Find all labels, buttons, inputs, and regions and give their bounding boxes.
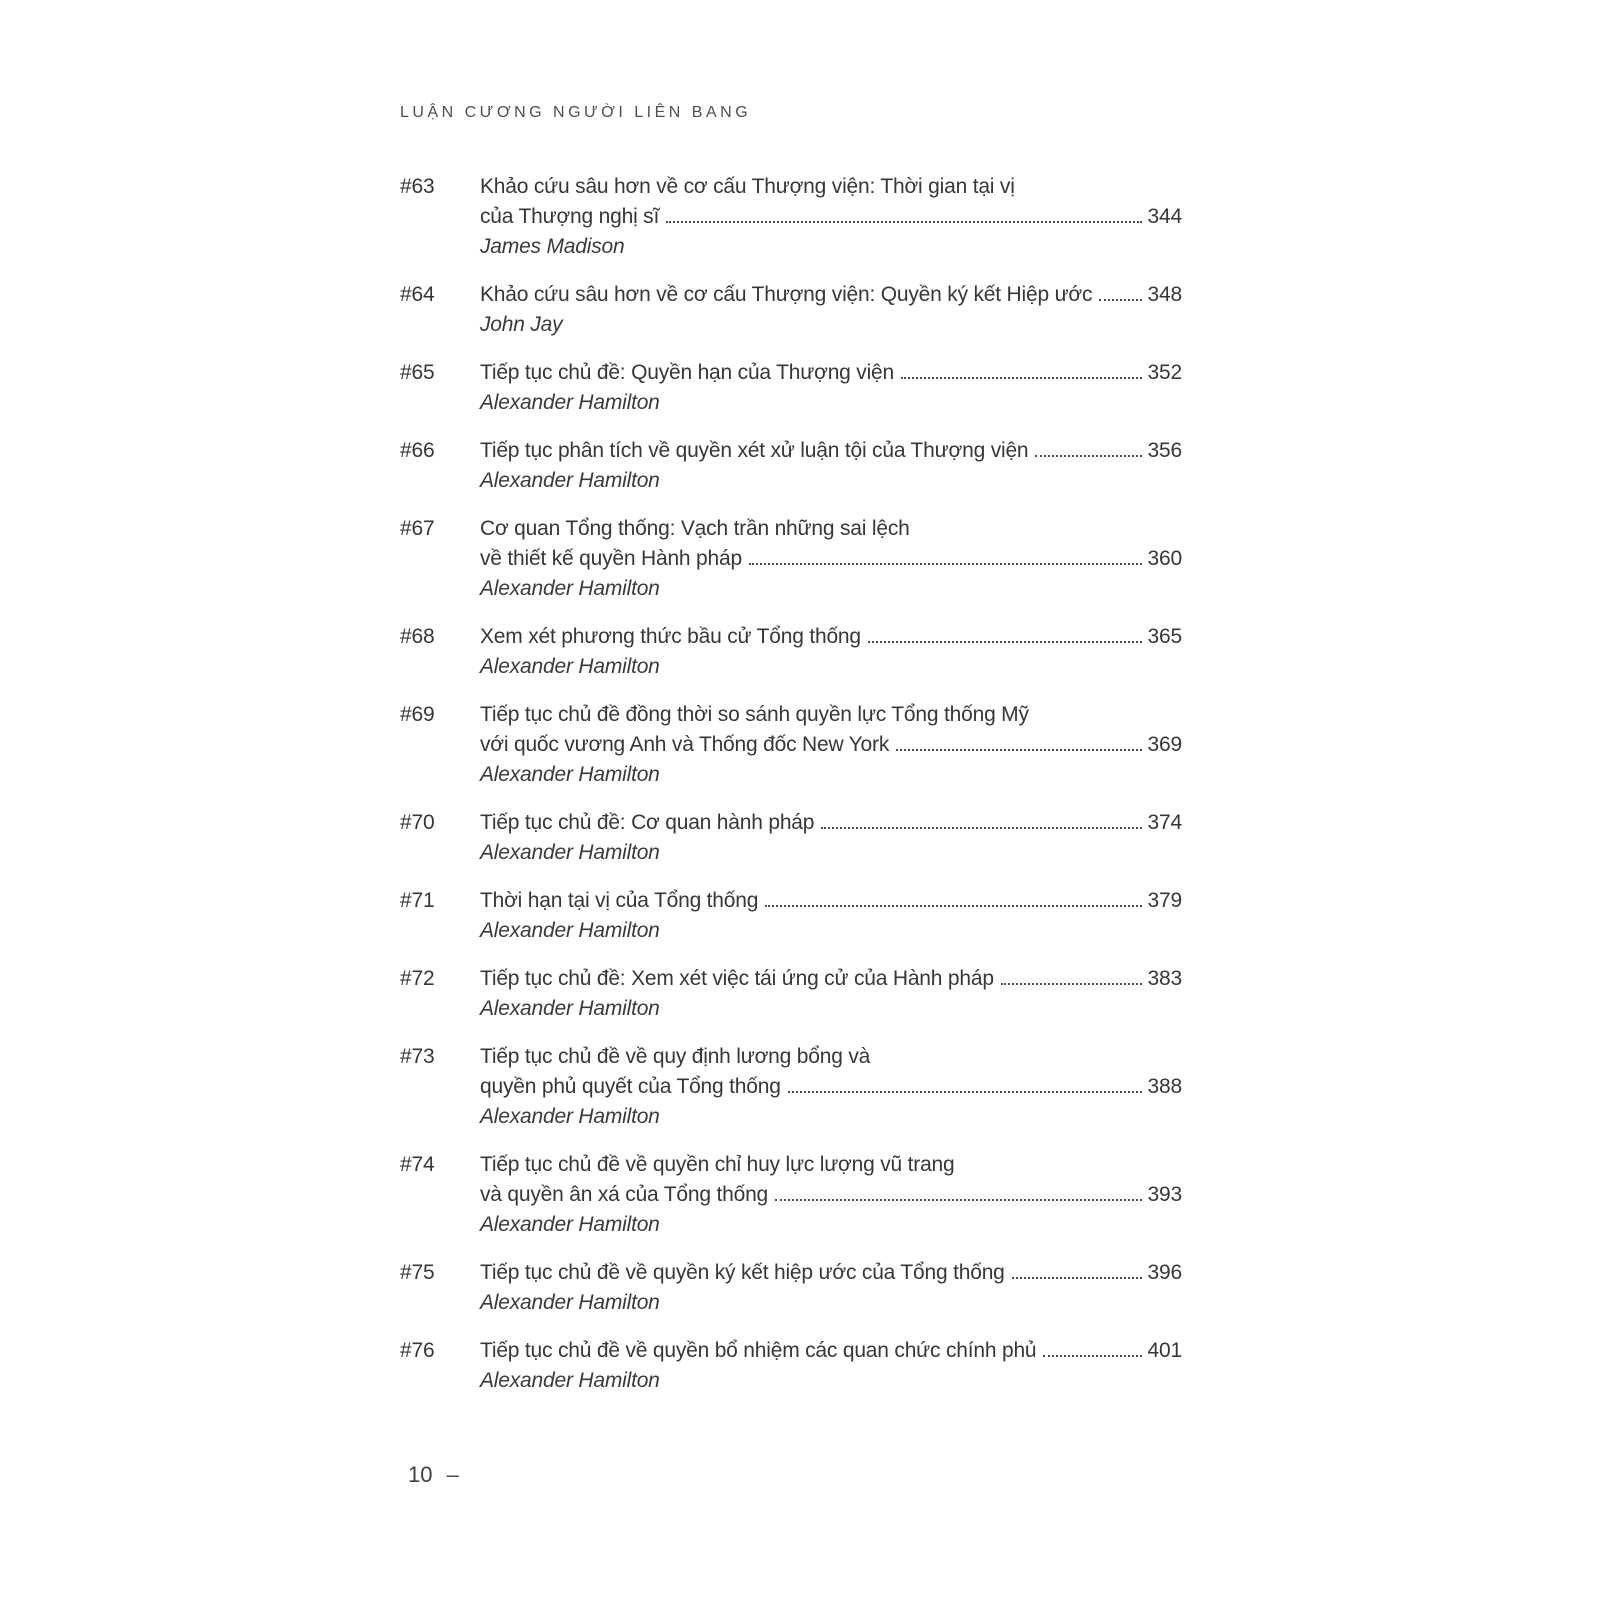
entry-title-line [480,1150,1182,1180]
entry-body [480,808,1182,868]
entry-title-line [480,1180,1182,1210]
entry-body [480,1150,1182,1240]
entry-title-line [480,280,1182,310]
entry-title-text: Tiếp tục chủ đề: Quyền hạn của Thượng viện [480,361,895,384]
entry-title-line [480,514,1182,544]
entry-title-text: Khảo cứu sâu hơn về cơ cấu Thượng viện: Quyền ký kết Hiệp ước [480,283,1093,306]
dot-leader [749,563,1142,565]
entry-body [480,1042,1182,1132]
entry-title-text: Xem xét phương thức bầu cử Tổng thống [480,625,861,648]
entry-title-text: Tiếp tục chủ đề: Cơ quan hành pháp [480,811,815,834]
toc-entry [400,808,1182,868]
entry-title-line [480,700,1182,730]
entry-author: Alexander Hamilton [480,841,660,864]
entry-title-line [480,622,1182,652]
entry-page-number: 401 [1147,1339,1182,1362]
dot-leader [765,905,1141,907]
dot-leader [896,749,1141,751]
toc-entry [400,886,1182,946]
toc-list [400,172,1182,1396]
dot-leader [1099,299,1141,301]
entry-title-text: của Thượng nghị sĩ [480,205,660,228]
page-footer [408,1462,459,1488]
entry-number: #69 [400,703,435,726]
entry-title-text: Tiếp tục chủ đề: Xem xét việc tái ứng cử của Hành pháp [480,967,994,990]
entry-title-line [480,358,1182,388]
entry-page-number: 348 [1147,283,1182,306]
toc-entry [400,1042,1182,1132]
dot-leader [1012,1277,1142,1279]
entry-number: #71 [400,889,435,912]
entry-body [480,172,1182,262]
toc-entry [400,1336,1182,1396]
entry-author: Alexander Hamilton [480,763,660,786]
running-head: LUẬN CƯƠNG NGƯỜI LIÊN BANG [400,104,752,121]
entry-body [480,436,1182,496]
entry-title-line [480,172,1182,202]
entry-page-number: 374 [1147,811,1182,834]
toc-entry [400,700,1182,790]
entry-author: Alexander Hamilton [480,391,660,414]
entry-title-line [480,436,1182,466]
dot-leader [821,827,1141,829]
entry-title-line [480,808,1182,838]
entry-author: Alexander Hamilton [480,577,660,600]
entry-body [480,700,1182,790]
entry-body [480,514,1182,604]
entry-author: Alexander Hamilton [480,997,660,1020]
entry-page-number: 352 [1147,361,1182,384]
entry-number: #75 [400,1261,435,1284]
entry-page-number: 388 [1147,1075,1182,1098]
entry-number: #67 [400,517,435,540]
entry-body [480,1258,1182,1318]
entry-author: Alexander Hamilton [480,655,660,678]
entry-author: Alexander Hamilton [480,469,660,492]
toc-entry [400,1258,1182,1318]
entry-title-line [480,886,1182,916]
toc-entry [400,436,1182,496]
entry-title-line [480,1072,1182,1102]
entry-title-text: Tiếp tục phân tích về quyền xét xử luận tội của Thượng viện [480,439,1029,462]
entry-author: Alexander Hamilton [480,1369,660,1392]
entry-page-number: 369 [1147,733,1182,756]
entry-number: #70 [400,811,435,834]
entry-body [480,1336,1182,1396]
entry-number: #65 [400,361,435,384]
entry-title-line [480,544,1182,574]
toc-entry [400,172,1182,262]
entry-body [480,358,1182,418]
entry-author: Alexander Hamilton [480,1213,660,1236]
entry-title-text: Tiếp tục chủ đề về quyền chỉ huy lực lượng vũ trang [480,1153,955,1176]
toc-entry [400,622,1182,682]
entry-title-text: Cơ quan Tổng thống: Vạch trần những sai lệch [480,517,910,540]
entry-title-text: và quyền ân xá của Tổng thống [480,1183,769,1206]
entry-body [480,622,1182,682]
entry-title-text: với quốc vương Anh và Thống đốc New York [480,733,890,756]
entry-title-text: Tiếp tục chủ đề đồng thời so sánh quyền lực Tổng thống Mỹ [480,703,1029,726]
entry-title-text: Tiếp tục chủ đề về quy định lương bổng và [480,1045,871,1068]
dot-leader [775,1199,1142,1201]
entry-number: #68 [400,625,435,648]
entry-body [480,964,1182,1024]
entry-number: #76 [400,1339,435,1362]
entry-title-line [480,1336,1182,1366]
toc-entry [400,964,1182,1024]
entry-page-number: 393 [1147,1183,1182,1206]
entry-page-number: 344 [1147,205,1182,228]
entry-page-number: 383 [1147,967,1182,990]
dot-leader [868,641,1142,643]
entry-page-number: 360 [1147,547,1182,570]
book-page [400,104,1182,1414]
entry-title-line [480,964,1182,994]
dot-leader [666,221,1141,223]
toc-entry [400,1150,1182,1240]
entry-title-line [480,730,1182,760]
entry-author: Alexander Hamilton [480,1291,660,1314]
entry-title-text: Khảo cứu sâu hơn về cơ cấu Thượng viện: Thời gian tại vị [480,175,1015,198]
entry-author: Alexander Hamilton [480,1105,660,1128]
entry-title-line [480,1042,1182,1072]
entry-author: Alexander Hamilton [480,919,660,942]
entry-author: James Madison [480,235,625,258]
entry-author: John Jay [480,313,563,336]
entry-number: #64 [400,283,435,306]
entry-title-line [480,202,1182,232]
entry-number: #74 [400,1153,435,1176]
entry-page-number: 396 [1147,1261,1182,1284]
entry-body [480,886,1182,946]
dot-leader [1035,455,1141,457]
entry-title-text: Tiếp tục chủ đề về quyền ký kết hiệp ước của Tổng thống [480,1261,1005,1284]
dot-leader [788,1091,1142,1093]
entry-body [480,280,1182,340]
entry-title-text: Tiếp tục chủ đề về quyền bổ nhiệm các quan chức chính phủ [480,1339,1037,1362]
toc-entry [400,358,1182,418]
footer-page-number: 10 [408,1462,433,1487]
dot-leader [1001,983,1142,985]
toc-entry [400,514,1182,604]
entry-number: #63 [400,175,435,198]
entry-page-number: 356 [1147,439,1182,462]
toc-entry [400,280,1182,340]
entry-title-text: Thời hạn tại vị của Tổng thống [480,889,759,912]
footer-dash: – [446,1462,459,1487]
entry-page-number: 379 [1147,889,1182,912]
entry-title-text: về thiết kế quyền Hành pháp [480,547,742,570]
entry-title-text: quyền phủ quyết của Tổng thống [480,1075,781,1098]
entry-number: #66 [400,439,435,462]
entry-number: #73 [400,1045,435,1068]
dot-leader [901,377,1142,379]
entry-number: #72 [400,967,435,990]
entry-title-line [480,1258,1182,1288]
entry-page-number: 365 [1147,625,1182,648]
dot-leader [1043,1355,1141,1357]
